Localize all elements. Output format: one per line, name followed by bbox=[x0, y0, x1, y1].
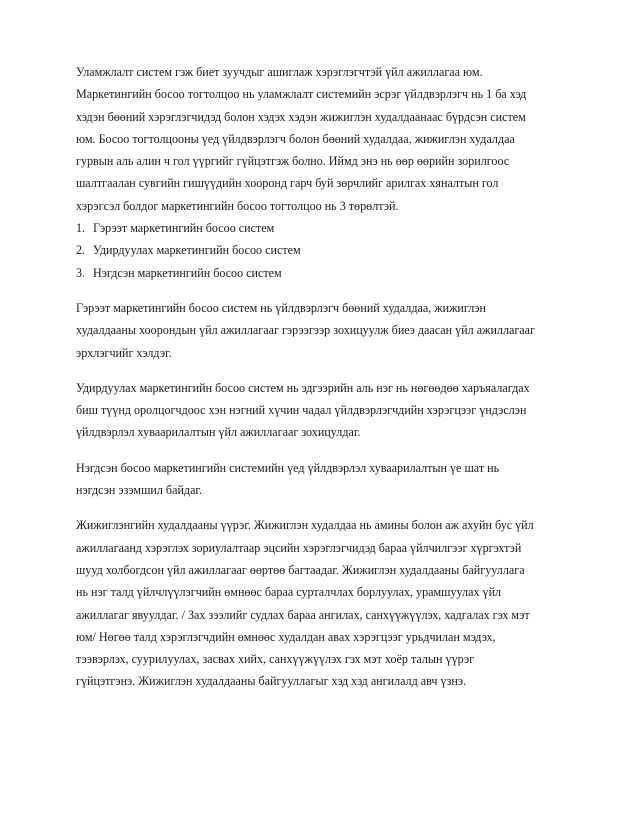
text-line: Нэгдсэн босоо маркетингийн системийн үед үйлдвэрлэл хуваарилалтын үе шат нь bbox=[76, 460, 500, 475]
text-line: биш түүнд оролцогчдоос хэн нэгний хүчин чадал үйлдвэрлэгчдийн хэрэгцээг үндэслэн bbox=[76, 403, 527, 418]
text-line: ажиллагаанд хэрэглэх зориулалтаар эцсийн хэрэглэгчидэд бараа үйлчилгээг хүргэхтэй bbox=[76, 540, 522, 555]
text-line: Жижиглэнгийн худалдааны үүрэг. Жижиглэн худалдаа нь амины болон аж ахуйн бус үйл bbox=[76, 518, 534, 533]
paragraph-integrated-system bbox=[76, 457, 562, 502]
paragraph-contract-system bbox=[76, 297, 562, 364]
paragraph-retail-role bbox=[76, 514, 562, 692]
text-line: Гэрээт маркетингийн босоо систем нь үйлдвэрлэгч бөөний худалдаа, жижиглэн bbox=[76, 300, 486, 315]
text-line: гурвын аль алин ч гол үүргийг гүйцэтгэж болно. Иймд энэ нь өөр өөрийн зорилгоос bbox=[76, 154, 510, 169]
list-number: 1. bbox=[76, 221, 86, 236]
text-line: эрхлэгчийг хэлдэг. bbox=[76, 345, 172, 360]
text-line: гүйцэтгэнэ. Жижиглэн худалдааны байгууллагыг хэд хэд ангилалд авч үзнэ. bbox=[76, 674, 467, 689]
text-line: нь нэг талд үйлчлүүлэгчийн өмнөөс бараа сурталчлах борлуулах, урамшуулах үйл bbox=[76, 585, 502, 600]
list-item bbox=[76, 217, 562, 239]
text-line: Уламжлалт систем гэж биет зуучдыг ашиглаж хэрэглэгчтэй үйл ажиллагаа юм. bbox=[76, 65, 483, 79]
text-line: шууд холбогдсон үйл ажиллагааг өөртөө багтаадаг. Жижиглэн худалдааны байгууллага bbox=[76, 562, 525, 577]
text-line: Маркетингийн босоо тогтолцоо нь уламжлалт системийн эсрэг үйлдвэрлэгч нь 1 ба хэд bbox=[76, 87, 527, 102]
list-item bbox=[76, 262, 562, 284]
paragraph-intro bbox=[76, 61, 562, 217]
list-item bbox=[76, 239, 562, 261]
paragraph-administered-system bbox=[76, 377, 562, 444]
text-line: ажиллагаг явуулдаг. / Зах зээлийг судлах бараа ангилах, санхүүжүүлэх, хадгалах гэх мэт bbox=[76, 607, 530, 622]
text-line: хэдэн бөөний хэрэглэгчидэд болон хэдэх хэдэн жижиглэн худалдаанаас бүрдсэн систем bbox=[76, 109, 526, 124]
list-text: Удирдуулах маркетингийн босоо систем bbox=[93, 243, 301, 258]
list-text: Нэгдсэн маркетингийн босоо систем bbox=[93, 265, 282, 280]
text-line: хэрэгсэл болдог маркетингийн босоо тогтолцоо нь 3 төрөлтэй. bbox=[76, 198, 399, 213]
text-line: юм. Босоо тогтолцооны үед үйлдвэрлэгч болон бөөний худалдаа, жижиглэн худалдаа bbox=[76, 131, 515, 146]
list-number: 3. bbox=[76, 265, 86, 280]
list-number: 2. bbox=[76, 243, 86, 258]
text-line: шалтгаалан сувгийн гишүүдийн хооронд гарч буй зөрчлийг арилгах хяналтын гол bbox=[76, 176, 499, 191]
text-line: юм/ Нөгөө талд хэрэглэгчдийн өмнөөс худалдан авах хэрэгцээг урьдчилан мэдэх, bbox=[76, 629, 496, 644]
text-line: худалдааны хоорондын үйл ажиллагааг гэрээгээр зохицуулж биеэ даасан үйл ажиллагааг bbox=[76, 323, 536, 338]
text-line: Удирдуулах маркетингийн босоо систем нь эдгээрийн аль нэг нь нөгөөдөө харъяалагдах bbox=[76, 380, 530, 395]
text-line: үйлдвэрлэл хуваарилалтын үйл ажиллагааг зохицулдаг. bbox=[76, 425, 361, 440]
list-text: Гэрээт маркетингийн босоо систем bbox=[93, 221, 275, 236]
text-line: нэгдсэн эзэмшил байдаг. bbox=[76, 483, 203, 498]
text-line: тээвэрлэх, суурилуулах, засвах хийх, санхүүжүүлэх гэх мэт хоёр талын үүрэг bbox=[76, 652, 475, 667]
document-page bbox=[76, 61, 562, 693]
